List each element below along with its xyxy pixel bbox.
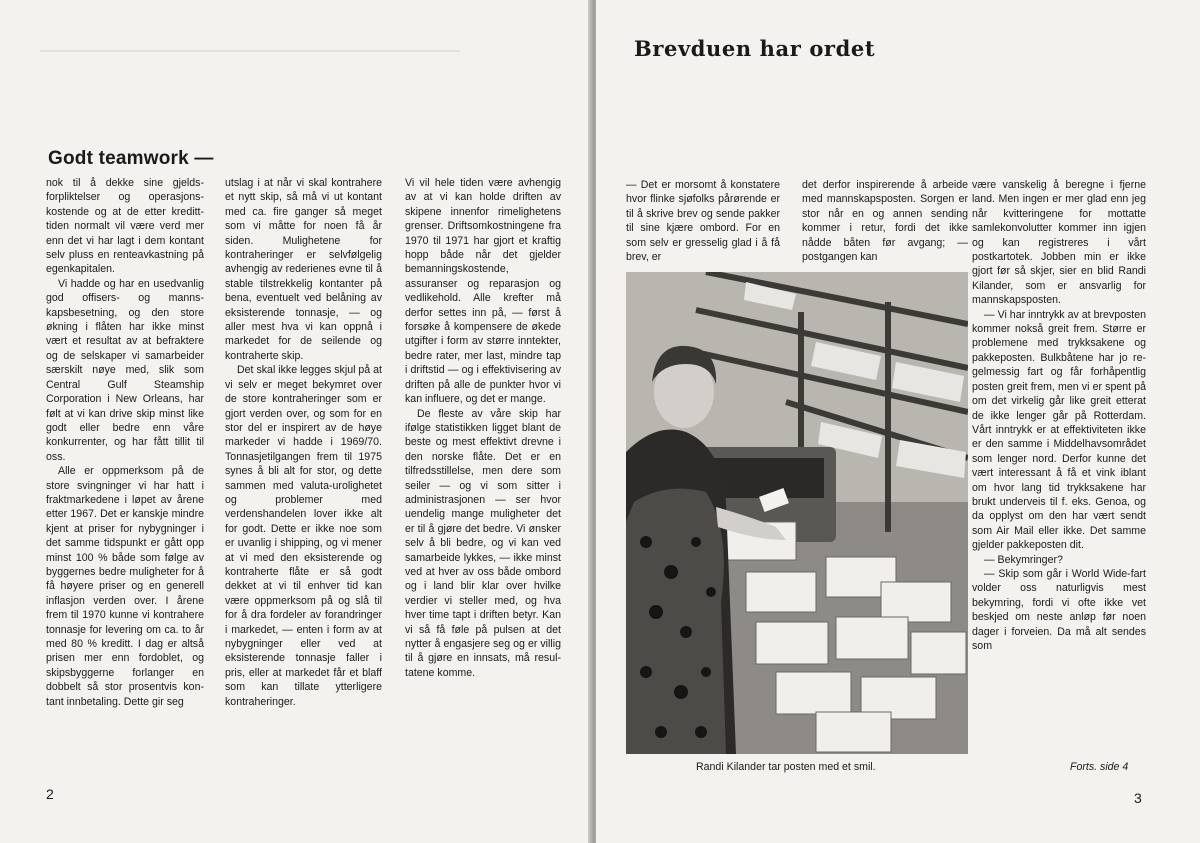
article-headline: Brevduen har ordet (634, 36, 876, 61)
paragraph: — Det er morsomt å konstatere hvor flinke sjøfolks pårørende er til å skrive brev og sende pakker til sine kjære ombord. For en som selv er gresselig glad i å få brev, er (626, 179, 780, 264)
continuation-note: Forts. side 4 (1070, 761, 1129, 773)
paragraph: De fleste av våre skip har ifølge statistikken ligget blant de beste og mest effektivt drevne i den norske flåte. Det er en tilfredsstillelse, men dere som seiler — og vi som sitter i administrasjonen — ser hvor uendelig mange muligheter det er til å gjøre det bedre. Vi ønsker selv å bli bedre, og vi kan ved samarbeide lykkes, — ikke minst ved at hver av oss både ombord og i land blir klar over hvilke verdier vi steller med, og hva hver time tapt i driften betyr. Kan vi så få føle på pulsen at det nytter å engasjere seg og er villig til å gjøre en innsats, må resultatene komme. (405, 407, 561, 679)
right-page (596, 0, 1200, 843)
paragraph: Vi vil hele tiden være avhengig av at vi kan holde driften av skipene innenfor rimelighetens grenser. Driftsomkostningene fra 1970 til 1971 har gjort et kraftig hopp både når det gjelder bemanningskostende, assuranser og reparasjon og vedlikehold. Alle krefter må derfor settes inn på, — først å forsøke å kompensere de økede utgifter i form av større inntekter, bedre rater, mer last, mindre tap i driftstid — og i effektivisering av driften på alle de punkter hvor vi kan influere, og det er mange. (405, 177, 561, 406)
paragraph: utslag i at når vi skal kontrahere et nytt skip, så må vi ut kontant med ca. fire ganger så meget som vi måtte for noen få år siden. Mulighetene for kontraheringer er selvfølgelig avhengig av rederienes evne til å stable tilstrekkelig kontanter på bena, eventuelt ved belåning av eksisterende tonnasje, — og aller mest hva vi kan oppnå i markedet for de seilende og kontraherte skip. (225, 177, 382, 362)
text-column-2 (802, 178, 968, 264)
paragraph: det derfor inspirerende å arbeide med mannskapsposten. Sorgen er stor når en og annen sending kommer i retur, fordi det ikke nådde båten før avgang; — postgangen kan (802, 179, 968, 264)
paragraph: Det skal ikke legges skjul på at vi selv er meget bekymret over de store kontraheringer som er gjort verden over, og som for en stor del er inspirert av de høye markeder vi hadde i 1969/70. Tonnasjetilgangen frem til 1975 synes å bli alt for stor, og dette sammen med valuta-urolighetet og problemer med verdenshandelen lover ikke alt for godt. Dette er ikke noe som er uvanlig i shipping, og vi mener at vi med den eksisterende og kontraherte flåte er så godt dekket at vi til enhver tid kan være oppmerksom på og slå til for å dra fordeler av forandringer i markedet, — enten i form av at nybygninger eller ved at eksisterende tonnasje faller i pris, eller at markedet får et blaff som kan tillate ytterligere kontraheringer. (225, 364, 382, 708)
bleed-through-ghost (40, 50, 460, 74)
paragraph: — Skip som går i World Wide-fart volder oss naturligvis mest bekymring, fordi vi ofte ikke vet beskjed om neste anløp før noen dager i forveien. Da må alt sendes som (972, 567, 1146, 652)
text-column-3 (972, 178, 1146, 653)
paragraph: nok til å dekke sine gjeldsforpliktelser og operasjonskostende og at de etter kreditt-tiden normalt vil være verd mer enn det vi har lagt i dem kontant selv pluss en renteavkastning på egenkapitalen. (46, 177, 204, 276)
article-headline: Godt teamwork — (48, 148, 214, 169)
paragraph: — Bekymringer? (984, 553, 1063, 566)
paragraph: — Vi har inntrykk av at brevposten kommer nokså greit frem. Større er problemene med trykksakene og pakkeposten. Bulkbåtene har jo regelmessig fart og får forhåpentlig posten greit frem, men vi er spent på om det virkelig går like greit etterat de ikke lenger går på Rotterdam. Vårt inntrykk er at effektiviteten ikke er den samme i Middelhavsområdet som lenger nord. Derfor kunne det vært interessant å få et vink iblant om hvor lang tid trykksakene har brukt underveis til f. eks. Genoa, og da opplyst om den har vært sendt som Air Mail eller ikke. Det samme gjelder pakkeposten dit. (972, 308, 1146, 552)
paragraph: Alle er oppmerksom på de store svingninger vi har hatt i fraktmarkedene i løpet av årene etter 1967. Det er kanskje mindre kjent at priser for nybygninger i det samme tidspunkt er gått opp minst 100 % både som følge av byggernes bedre muligheter for å få høyere priser og en generell inflasjon verden over. I årene frem til 1970 kunne vi kontrahere tonnasje for levering om ca. to år med 80 % kreditt. I dag er altså prisen mer enn fordoblet, og skipsbyggerne forlanger en dobbelt så stor prosentvis kontant innbetaling. Dette gir seg (46, 465, 204, 708)
page-number: 2 (46, 786, 54, 802)
text-column-1 (46, 176, 204, 709)
paragraph: Vi hadde og har en usedvanlig god offisers- og mannskapsbesetning, og den store økning i flåten har ikke minst vært et resultat av at befraktere og de selskaper vi samarbeider særskilt nøye med, slik som Central Gulf Steamship Corporation i New Orleans, har følt at vi kan drive skip minst like godt eller bedre enn våre konkurrenter, og har fått tillit til oss. (46, 277, 204, 463)
left-page (0, 0, 592, 843)
paragraph: være vanskelig å beregne i fjerne land. Men ingen er mer glad enn jeg når kvitteringene for mottatte samlekonvolutter kommer inn igjen og kan registreres i vårt postkartotek. Jobben min er ikke gjort før så skjer, sier en blid Randi Kilander, som er ansvarlig for mannskapsposten. (972, 179, 1146, 307)
photo-woman-sorting-mail-icon (626, 272, 968, 754)
text-column-1 (626, 178, 780, 264)
text-column-2 (225, 176, 382, 709)
photo-caption: Randi Kilander tar posten med et smil. (696, 761, 876, 773)
page-number: 3 (1134, 790, 1142, 806)
text-column-3 (405, 176, 561, 680)
